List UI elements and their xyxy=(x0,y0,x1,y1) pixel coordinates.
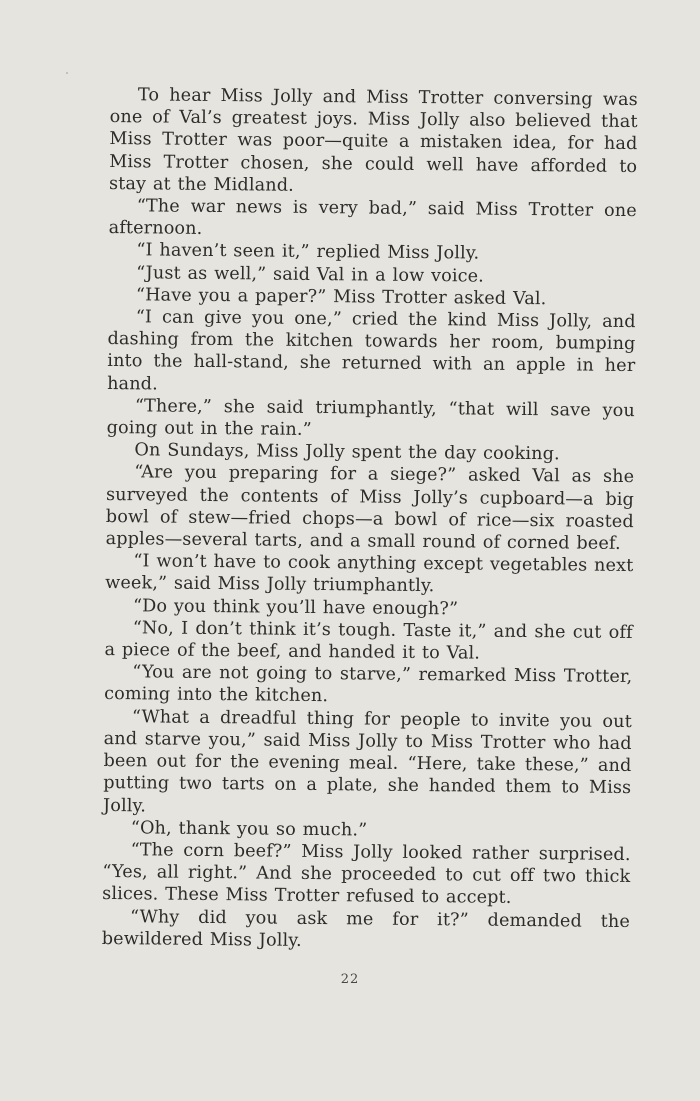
paragraph: To hear Miss Jolly and Miss Trotter conversing was one of Val’s greatest joys. Miss Jolly also believed that Miss Trotter was poor—quite a mistaken idea, for had Miss Trotter chosen, she could well have afforded to stay at the Midland. xyxy=(108,85,638,196)
paragraph: “Why did you ask me for it?” demanded the bewildered Miss Jolly. xyxy=(101,906,631,951)
paragraph: “You are not going to starve,” remarked Miss Trotter, coming into the kitchen. xyxy=(104,662,633,707)
paragraph: “I won’t have to cook anything except vegetables next week,” said Miss Jolly triumphantly. xyxy=(105,551,634,597)
body-text xyxy=(102,84,638,955)
paragraph: “Just as well,” said Val in a low voice. xyxy=(136,262,485,287)
paragraph: “I haven’t seen it,” replied Miss Jolly. xyxy=(136,240,480,264)
paragraph: “No, I don’t think it’s tough. Taste it,” and she cut off a piece of the beef, and handed it to Val. xyxy=(104,618,633,664)
paragraph: “What a dreadful thing for people to invite you out and starve you,” said Miss Jolly to Miss Trotter who had been out for the evening meal. “Here, take these,” and putting two tarts on a plate, she handed them to Miss Jolly. xyxy=(102,706,632,816)
paragraph: “Are you preparing for a siege?” asked Val as she surveyed the contents of Miss Jolly’s cupboard—a big bowl of stew—fried chops—a bowl of rice—six roasted apples—several tarts, and a small round of corned beef. xyxy=(105,462,635,554)
paragraph: “There,” she said triumphantly, “that will save you going out in the rain.” xyxy=(106,396,635,440)
paragraph: “The war news is very bad,” said Miss Trotter one afternoon. xyxy=(108,196,637,240)
paragraph: “The corn beef?” Miss Jolly looked rather surprised. “Yes, all right.” And she proceeded to cut off two thick slices. These Miss Trotter refused to accept. xyxy=(102,840,631,909)
paragraph: “Oh, thank you so much.” xyxy=(130,817,368,841)
paragraph: On Sundays, Miss Jolly spent the day cooking. xyxy=(134,440,560,465)
paragraph: “Have you a paper?” Miss Trotter asked Val. xyxy=(135,285,547,310)
paper-speck xyxy=(66,72,68,74)
page-number: 22 xyxy=(340,972,360,987)
paragraph: “I can give you one,” cried the kind Miss Jolly, and dashing from the kitchen towards her room, bumping into the hall-stand, she returned with an apple in her hand. xyxy=(107,307,636,395)
paragraph: “Do you think you’ll have enough?” xyxy=(132,595,459,620)
